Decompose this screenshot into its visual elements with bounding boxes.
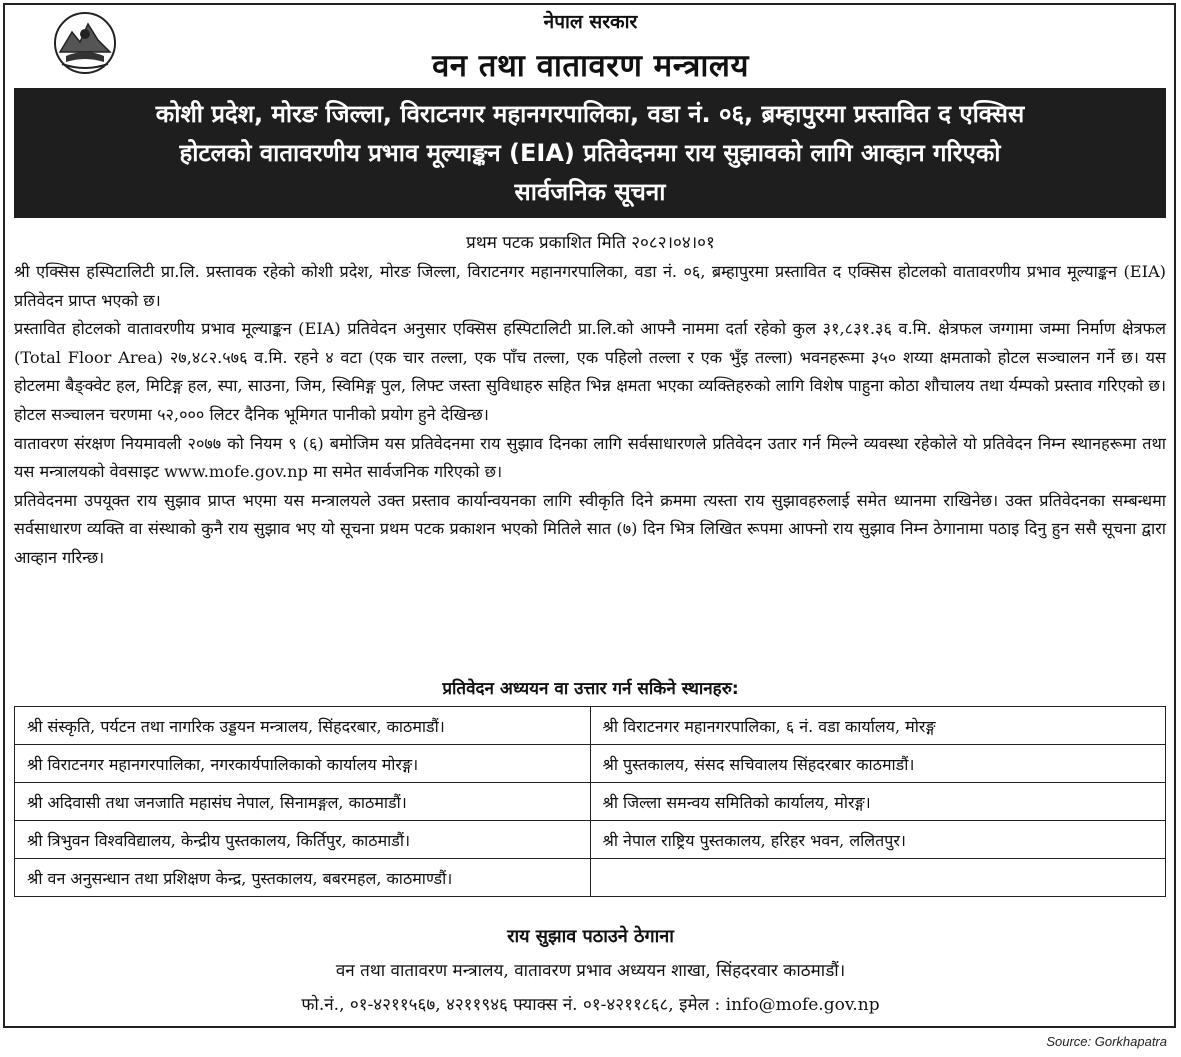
notice-title-line: कोशी प्रदेश, मोरङ जिल्ला, विराटनगर महानगरपालिका, वडा नं. ०६, ब्रम्हापुरमा प्रस्तावित द एक्सिस: [155, 100, 1025, 128]
place-cell: श्री अदिवासी तथा जनजाति महासंघ नेपाल, सिनामङ्गल, काठमाडौं।: [15, 783, 591, 821]
places-table: [14, 706, 1166, 897]
place-cell: श्री विराटनगर महानगरपालिका, नगरकार्यपालिकाको कार्यालय मोरङ्ग।: [15, 745, 591, 783]
places-title: प्रतिवेदन अध्ययन वा उत्तार गर्न सकिने स्थानहरु:: [442, 679, 739, 699]
contact-line: फो.नं., ०१-४२११५६७, ४२११९४६ फ्याक्स नं. ०१-४२११८६८, इमेल : info@mofe.gov.np: [301, 995, 880, 1015]
place-cell: श्री नेपाल राष्ट्रिय पुस्तकालय, हरिहर भवन, ललितपुर।: [590, 821, 1166, 859]
address-line: वन तथा वातावरण मन्त्रालय, वातावरण प्रभाव अध्ययन शाखा, सिंहदरवार काठमाडौं।: [335, 961, 846, 981]
notice-title-line: सार्वजनिक सूचना: [514, 178, 666, 206]
body-paragraph: श्री एक्सिस हस्पिटालिटी प्रा.लि. प्रस्तावक रहेको कोशी प्रदेश, मोरङ जिल्ला, विराटनगर महानगरपालिका, वडा नं. ०६, ब्रम्हापुरमा प्रस्तावित द एक्सिस होटलको वातावरणीय प्रभाव मूल्याङ्कन (EIA) प्रतिवेदन प्राप्त भएको छ।: [14, 262, 1166, 310]
address-title: राय सुझाव पठाउने ठेगाना: [507, 926, 674, 947]
table-row: [15, 745, 1166, 783]
table-row: [15, 859, 1166, 897]
body-paragraph: वातावरण संरक्षण नियमावली २०७७ को नियम ९ (६) बमोजिम यस प्रतिवेदनमा राय सुझाव दिनका लागि सर्वसाधारणले प्रतिवेदन उतार गर्न मिल्ने व्यवस्था रहेकोले यो प्रतिवेदन निम्न स्थानहरूमा तथा यस मन्त्रालयको वेवसाइट www.mofe.gov.np मा समेत सार्वजनिक गरिएको छ।: [14, 433, 1166, 482]
publish-date: प्रथम पटक प्रकाशित मिति २०८२।०४।०१: [466, 233, 715, 253]
body-paragraph: प्रस्तावित होटलको वातावरणीय प्रभाव मूल्याङ्कन (EIA) प्रतिवेदन अनुसार एक्सिस हस्पिटालिटी प्रा.लि.को आफ्नै नाममा दर्ता रहेको कुल ३१,८३१.३६ व.मि. क्षेत्रफल जग्गामा जम्मा निर्माण क्षेत्रफल (Total Floor Area) २७,४८२.५७६ व.मि. रहने ४ वटा (एक चार तल्ला, एक पाँच तल्ला, एक पहिलो तल्ला र एक भुँइ तल्ला) भवनहरूमा ३५० शय्या क्षमताको होटल सञ्चालन गर्ने छ। यस होटलमा बैङ्क्वेट हल, मिटिङ्ग हल, स्पा, साउना, जिम, स्विमिङ्ग पुल, लिफ्ट जस्ता सुविधाहरु सहित भिन्न क्षमता भएका व्यक्तिहरुको लागि विशेष पाहुना कोठा शौचालय तथा र्यम्पको प्रस्ताव गरिएको छ। होटल सञ्चालन चरणमा ५२,००० लिटर दैनिक भूमिगत पानीको प्रयोग हुने देखिन्छ।: [14, 319, 1166, 424]
place-cell-empty: [590, 859, 1166, 897]
government-name: नेपाल सरकार: [543, 11, 638, 33]
notice-title-box: [14, 88, 1166, 218]
table-row: [15, 783, 1166, 821]
source-credit: Source: Gorkhapatra: [1046, 1034, 1167, 1049]
place-cell: श्री त्रिभुवन विश्वविद्यालय, केन्द्रीय पुस्तकालय, किर्तिपुर, काठमाडौं।: [15, 821, 591, 859]
place-cell: श्री पुस्तकालय, संसद सचिवालय सिंहदरबार काठमाडौं।: [590, 745, 1166, 783]
place-cell: श्री वन अनुसन्धान तथा प्रशिक्षण केन्द्र, पुस्तकालय, बबरमहल, काठमाण्डौं।: [15, 859, 591, 897]
place-cell: श्री संस्कृति, पर्यटन तथा नागरिक उड्डयन मन्त्रालय, सिंहदरबार, काठमाडौं।: [15, 707, 591, 745]
ministry-name: वन तथा वातावरण मन्त्रालय: [432, 48, 749, 84]
place-cell: श्री विराटनगर महानगरपालिका, ६ नं. वडा कार्यालय, मोरङ्ग: [590, 707, 1166, 745]
table-row: [15, 821, 1166, 859]
body-paragraph: प्रतिवेदनमा उपयूक्त राय सुझाव प्राप्त भएमा यस मन्त्रालयले उक्त प्रस्ताव कार्यान्वयनका लागि स्वीकृति दिने क्रममा त्यस्ता राय सुझावहरुलाई समेत ध्यानमा राखिनेछ। उक्त प्रतिवेदनका सम्बन्धमा सर्वसाधारण व्यक्ति वा संस्थाको कुनै राय सुझाव भए यो सूचना प्रथम पटक प्रकाशन भएको मितिले सात (७) दिन भित्र लिखित रूपमा आफ्नो राय सुझाव निम्न ठेगानामा पठाइ दिनु हुन ससै सूचना द्वारा आव्हान गरिन्छ।: [14, 490, 1166, 567]
table-row: [15, 707, 1166, 745]
place-cell: श्री जिल्ला समन्वय समितिको कार्यालय, मोरङ्ग।: [590, 783, 1166, 821]
notice-title-line: होटलको वातावरणीय प्रभाव मूल्याङ्कन (EIA) प्रतिवेदनमा राय सुझावको लागि आव्हान गरिएको: [179, 139, 1001, 167]
notice-body: [14, 258, 1166, 573]
